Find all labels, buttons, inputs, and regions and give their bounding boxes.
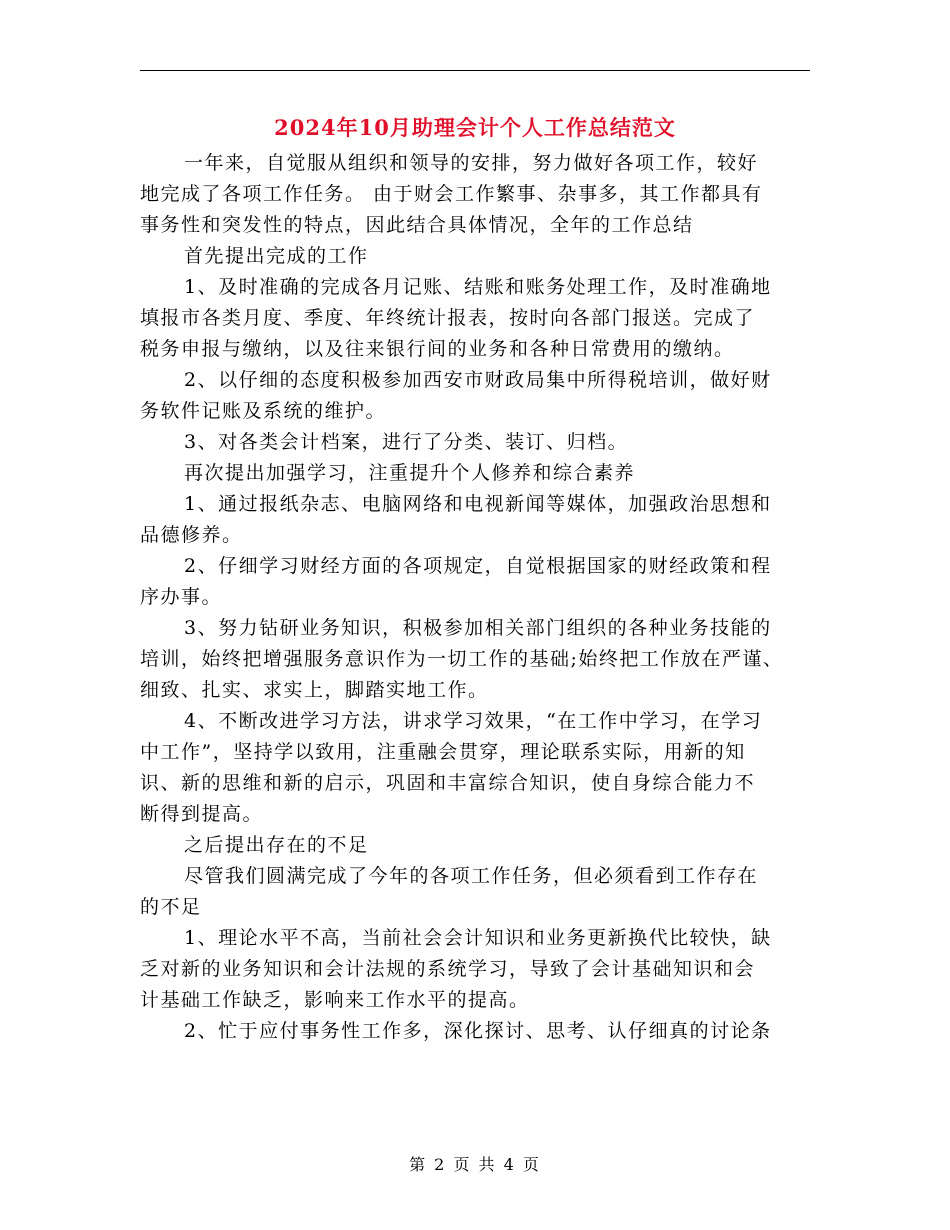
document-body: [140, 148, 810, 1047]
page-number: 第 2 页 共 4 页: [409, 1155, 541, 1174]
body-line: 3、努力钻研业务知识，积极参加相关部门组织的各种业务技能的: [184, 617, 772, 639]
body-line: 务软件记账及系统的维护。: [140, 400, 387, 422]
header-rule: [140, 70, 810, 71]
body-line: 4、不断改进学习方法，讲求学习效果，“在工作中学习，在学习: [184, 710, 763, 732]
body-line: 乏对新的业务知识和会计法规的系统学习，导致了会计基础知识和会: [140, 958, 756, 980]
body-line: 1、通过报纸杂志、电脑网络和电视新闻等媒体，加强政治思想和: [184, 493, 772, 515]
body-line: 序办事。: [140, 586, 223, 608]
body-line: 1、理论水平不高，当前社会会计知识和业务更新换代比较快，缺: [184, 927, 772, 949]
body-line: 计基础工作缺乏，影响来工作水平的提高。: [140, 989, 530, 1011]
body-line: 中工作”，坚持学以致用，注重融会贯穿，理论联系实际，用新的知: [140, 741, 746, 763]
body-line: 断得到提高。: [140, 803, 264, 825]
body-line: 税务申报与缴纳，以及往来银行间的业务和各种日常费用的缴纳。: [140, 338, 735, 360]
body-line: 首先提出完成的工作: [184, 245, 369, 267]
document-title: 2024年10月助理会计个人工作总结范文: [274, 115, 676, 140]
page-footer: [0, 1152, 950, 1175]
body-line: 之后提出存在的不足: [184, 834, 369, 856]
body-line: 2、以仔细的态度积极参加西安市财政局集中所得税培训，做好财: [184, 369, 772, 391]
body-line: 事务性和突发性的特点，因此结合具体情况，全年的工作总结: [140, 214, 694, 236]
body-line: 再次提出加强学习，注重提升个人修养和综合素养: [184, 462, 636, 484]
body-line: 一年来，自觉服从组织和领导的安排，努力做好各项工作，较好: [184, 152, 759, 174]
body-line: 2、忙于应付事务性工作多，深化探讨、思考、认仔细真的讨论条: [184, 1020, 772, 1042]
body-line: 3、对各类会计档案，进行了分类、装订、归档。: [184, 431, 629, 453]
body-line: 培训，始终把增强服务意识作为一切工作的基础;始终把工作放在严谨、: [140, 648, 784, 670]
body-line: 地完成了各项工作任务。 由于财会工作繁事、杂事多，其工作都具有: [140, 183, 763, 205]
body-line: 细致、扎实、求实上，脚踏实地工作。: [140, 679, 489, 701]
body-line: 填报市各类月度、季度、年终统计报表，按时向各部门报送。完成了: [140, 307, 756, 329]
body-line: 的不足: [140, 896, 202, 918]
body-line: 2、仔细学习财经方面的各项规定，自觉根据国家的财经政策和程: [184, 555, 772, 577]
body-line: 识、新的思维和新的启示，巩固和丰富综合知识，使自身综合能力不: [140, 772, 756, 794]
body-line: 尽管我们圆满完成了今年的各项工作任务，但必须看到工作存在: [184, 865, 759, 887]
body-line: 品德修养。: [140, 524, 243, 546]
body-line: 1、及时准确的完成各月记账、结账和账务处理工作，及时准确地: [184, 276, 772, 298]
